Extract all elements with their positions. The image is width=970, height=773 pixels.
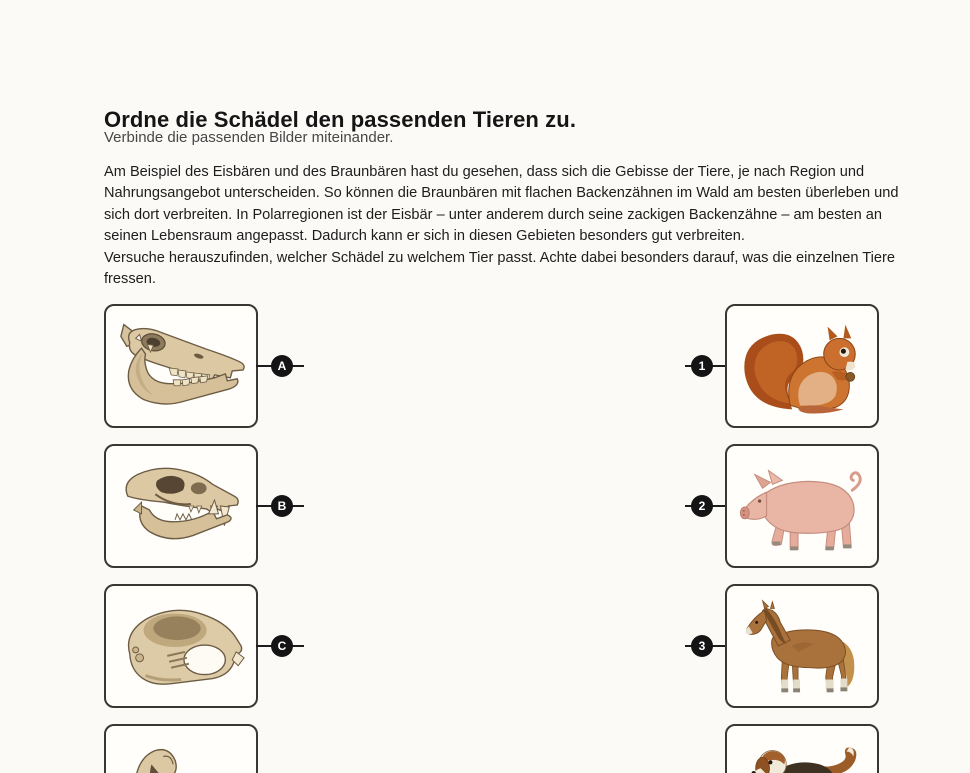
intro-line: fressen.	[104, 271, 156, 288]
connector-badge-a[interactable]: A	[271, 355, 293, 377]
carnivore-skull-image	[112, 453, 250, 559]
animal-card-1[interactable]	[725, 304, 879, 428]
animal-card-3[interactable]	[725, 584, 879, 708]
page-title: Ordne die Schädel den passenden Tieren zu.	[104, 106, 577, 132]
skull-card-d[interactable]	[104, 724, 258, 773]
skull-card-a[interactable]	[104, 304, 258, 428]
intro-line: sich dort verbreiten. In Polarregionen ist der Eisbär – unter anderem durch seine zackigen Backenzähne – am besten an	[104, 206, 882, 223]
connector-badge-c[interactable]: C	[271, 635, 293, 657]
connector-badge-3[interactable]: 3	[691, 635, 713, 657]
intro-line: seinen Lebensraum angepasst. Dadurch kann er sich in diesen Gebieten besonders gut verbreiten.	[104, 228, 745, 245]
connector-badge-2[interactable]: 2	[691, 495, 713, 517]
skull-card-c[interactable]	[104, 584, 258, 708]
squirrel-image	[733, 313, 871, 419]
intro-line: Am Beispiel des Eisbären und des Braunbären hast du gesehen, dass sich die Gebisse der Tiere, je nach Region und	[104, 164, 865, 180]
intro-line: Nahrungsangebot unterscheiden. So können die Braunbären mit flachen Backenzähnen im Wald am besten überleben und	[104, 185, 899, 202]
page-subtitle: Verbinde die passenden Bilder miteinander.	[104, 129, 394, 146]
intro-line: Versuche herauszufinden, welcher Schädel zu welchem Tier passt. Achte dabei besonders darauf, was die einzelnen Tiere	[104, 249, 895, 266]
skull-card-b[interactable]	[104, 444, 258, 568]
dog-image	[733, 733, 871, 773]
horse-skull-image	[112, 313, 250, 419]
animal-card-4[interactable]	[725, 724, 879, 773]
intro-paragraph	[104, 162, 899, 290]
animal-card-2[interactable]	[725, 444, 879, 568]
horse-image	[733, 593, 871, 699]
connector-badge-b[interactable]: B	[271, 495, 293, 517]
pig-image	[733, 453, 871, 559]
connector-badge-1[interactable]: 1	[691, 355, 713, 377]
partial-skull-image	[112, 733, 250, 773]
rodent-skull-image	[112, 593, 250, 699]
